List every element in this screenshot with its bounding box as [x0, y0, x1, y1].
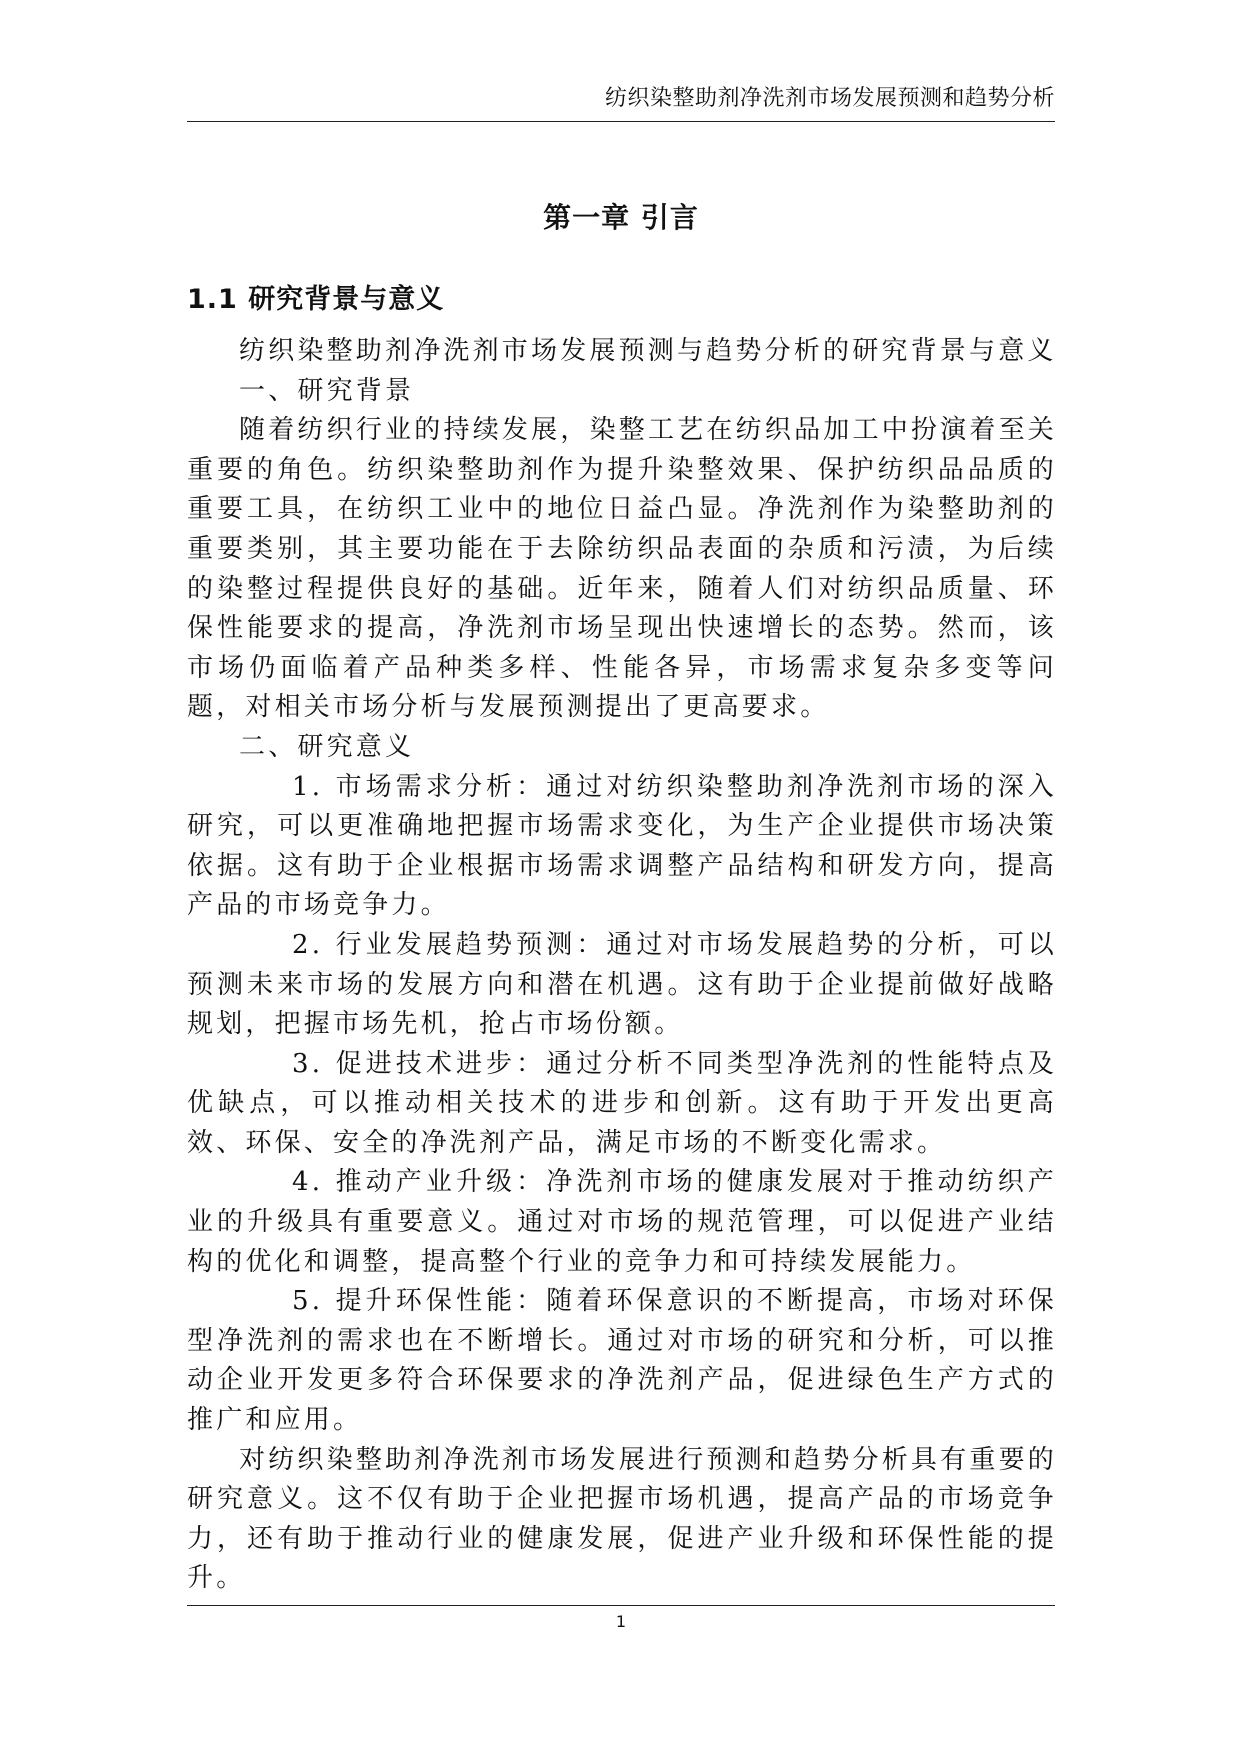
- running-header: 纺织染整助剂净洗剂市场发展预测和趋势分析: [604, 86, 1055, 111]
- chapter-title: 第一章 引言: [543, 201, 699, 234]
- list-item-trend-forecast: 2. 行业发展趋势预测：通过对市场发展趋势的分析，可以预测未来市场的发展方向和潜在机遇。这有助于企业提前做好战略规划，把握市场先机，抢占市场份额。: [187, 929, 1057, 1040]
- body-text: [187, 332, 1057, 1599]
- section-title: 1.1 研究背景与意义: [187, 284, 445, 315]
- header-divider: [187, 121, 1055, 122]
- list-item-market-demand: 1. 市场需求分析：通过对纺织染整助剂净洗剂市场的深入研究，可以更准确地把握市场需求变化，为生产企业提供市场决策依据。这有助于企业根据市场需求调整产品结构和研发方向，提高产品的市场竞争力。: [187, 771, 1057, 921]
- page-number: 1: [615, 1612, 627, 1631]
- list-item-industry-upgrade: 4. 推动产业升级：净洗剂市场的健康发展对于推动纺织产业的升级具有重要意义。通过对市场的规范管理，可以促进产业结构的优化和调整，提高整个行业的竞争力和可持续发展能力。: [187, 1167, 1057, 1277]
- paragraph-conclusion: 对纺织染整助剂净洗剂市场发展进行预测和趋势分析具有重要的研究意义。这不仅有助于企业把握市场机遇，提高产品的市场竞争力，还有助于推动行业的健康发展，促进产业升级和环保性能的提升。: [187, 1444, 1057, 1594]
- list-item-environmental: 5. 提升环保性能：随着环保意识的不断提高，市场对环保型净洗剂的需求也在不断增长。通过对市场的研究和分析，可以推动企业开发更多符合环保要求的净洗剂产品，促进绿色生产方式的推广和应用。: [187, 1286, 1057, 1436]
- paragraph-intro: 纺织染整助剂净洗剂市场发展预测与趋势分析的研究背景与意义: [239, 336, 1057, 366]
- list-item-tech-progress: 3. 促进技术进步：通过分析不同类型净洗剂的性能特点及优缺点，可以推动相关技术的进步和创新。这有助于开发出更高效、环保、安全的净洗剂产品，满足市场的不断变化需求。: [187, 1048, 1057, 1158]
- subheading-significance: 二、研究意义: [239, 731, 415, 762]
- subheading-background: 一、研究背景: [239, 375, 415, 406]
- paragraph-background: 随着纺织行业的持续发展，染整工艺在纺织品加工中扮演着至关重要的角色。纺织染整助剂作为提升染整效果、保护纺织品品质的重要工具，在纺织工业中的地位日益凸显。净洗剂作为染整助剂的重要类别，其主要功能在于去除纺织品表面的杂质和污渍，为后续的染整过程提供良好的基础。近年来，随着人们对纺织品质量、环保性能要求的提高，净洗剂市场呈现出快速增长的态势。然而，该市场仍面临着产品种类多样、性能各异，市场需求复杂多变等问题，对相关市场分析与发展预测提出了更高要求。: [187, 415, 1057, 723]
- footer-divider: [187, 1605, 1055, 1606]
